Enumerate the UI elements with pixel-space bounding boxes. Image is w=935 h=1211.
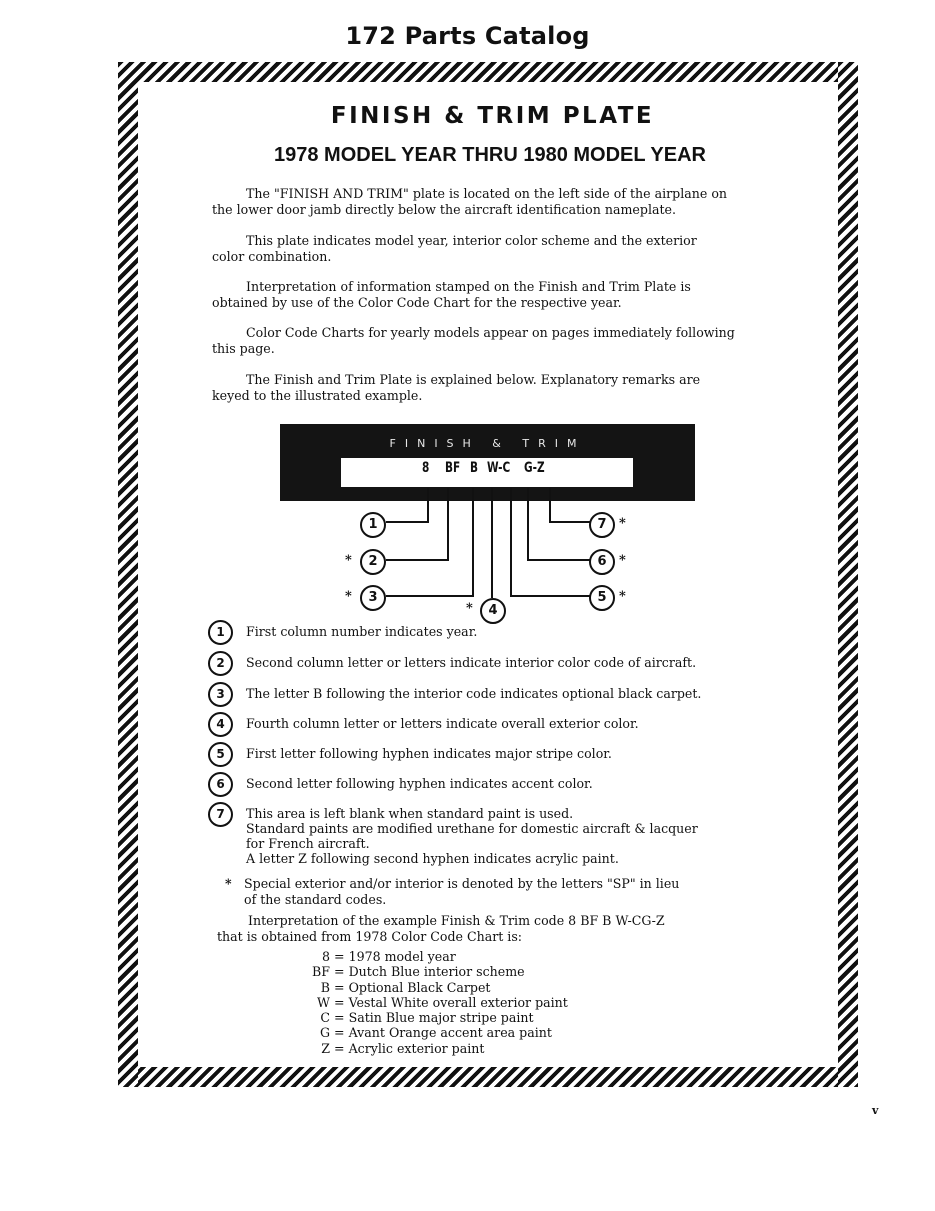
page-header: 172 Parts Catalog [345,22,590,50]
callout-2: 2 [360,549,386,575]
paragraph [212,279,787,310]
plate-code-carpet: B [470,460,479,476]
callout-3: 3 [360,585,386,611]
key-text-line: A letter Z following second hyphen indicates acrylic paint. [246,851,619,866]
key-text: The letter B following the interior code indicates optional black carpet. [246,686,702,701]
plate-code-accent-acrylic: G-Z [524,460,545,476]
hatched-border-bottom [118,1067,858,1087]
key-number: 3 [208,682,233,707]
key-number: 7 [208,802,233,827]
special-asterisk: * [345,553,352,568]
footnote [225,876,764,907]
interpretation-entry: 8 = 1978 model year [321,949,456,964]
interpretation-entry: C = Satin Blue major stripe paint [320,1010,534,1026]
paragraph-line: This plate indicates model year, interior color scheme and the exterior [246,233,697,248]
footnote-line: Special exterior and/or interior is denoted by the letters "SP" in lieu [244,876,680,891]
key-text [246,806,698,866]
special-asterisk: * [619,516,626,531]
paragraph [212,233,787,264]
key-text: Fourth column letter or letters indicate overall exterior color. [246,716,639,731]
paragraph-line: color combination. [212,248,332,264]
special-asterisk: * [619,589,626,604]
interpretation-entry: B = Optional Black Carpet [320,979,491,995]
plate-code-exterior-stripe: W-C [487,460,511,476]
callout-5: 5 [589,585,615,611]
footnote-asterisk: * [225,876,232,891]
key-text: Second letter following hyphen indicates accent color. [246,776,593,791]
paragraph-line: keyed to the illustrated example. [212,387,423,403]
hatched-border-top [118,62,858,82]
page-number: v [872,1104,879,1117]
section-subtitle: 1978 MODEL YEAR THRU 1980 MODEL YEAR [274,144,706,166]
paragraph-line: obtained by use of the Color Code Chart for the respective year. [212,294,622,310]
interpretation-line: that is obtained from 1978 Color Code Chart is: [217,928,523,944]
key-number: 2 [208,651,233,676]
paragraph-line: The Finish and Trim Plate is explained below. Explanatory remarks are [246,372,701,387]
special-asterisk: * [466,601,473,616]
interpretation-list [296,949,568,1056]
interpretation-entry: G = Avant Orange accent area paint [319,1025,552,1041]
section-title: FINISH & TRIM PLATE [330,103,655,129]
callout-4: 4 [480,598,506,624]
plate-code-interior: BF [445,460,461,476]
special-asterisk: * [619,553,626,568]
paragraph-line: the lower door jamb directly below the aircraft identification nameplate. [212,201,677,217]
paragraph [212,325,787,356]
key-text: Second column letter or letters indicate interior color code of aircraft. [246,655,697,670]
key-number: 5 [208,742,233,767]
special-asterisk: * [345,589,352,604]
paragraph [212,186,787,217]
paragraph-line: Interpretation of information stamped on the Finish and Trim Plate is [246,279,691,294]
key-text: First column number indicates year. [246,624,478,639]
paragraph-line: Color Code Charts for yearly models appear on pages immediately following [246,325,735,340]
key-text-line: for French aircraft. [246,836,370,851]
callout-1: 1 [360,512,386,538]
key-number: 4 [208,712,233,737]
key-text: First letter following hyphen indicates major stripe color. [246,746,612,761]
paragraph-line: this page. [212,340,275,356]
paragraph [212,372,787,403]
interpretation-entry: W = Vestal White overall exterior paint [317,994,568,1010]
plate-code-year: 8 [422,460,430,476]
hatched-border-left [118,62,138,1087]
key-number: 1 [208,620,233,645]
callout-6: 6 [589,549,615,575]
key-text-line: This area is left blank when standard paint is used. [246,806,574,821]
interpretation-line: Interpretation of the example Finish & Trim code 8 BF B W-CG-Z [248,913,665,928]
hatched-border-right [838,62,858,1087]
key-number: 6 [208,772,233,797]
interpretation-intro [217,913,757,944]
footnote-line: of the standard codes. [244,891,387,907]
callout-7: 7 [589,512,615,538]
interpretation-entry: Z = Acrylic exterior paint [321,1040,485,1056]
plate-label: FINISH & TRIM [389,437,586,450]
paragraph-line: The "FINISH AND TRIM" plate is located on the left side of the airplane on [246,186,728,201]
interpretation-entry: BF = Dutch Blue interior scheme [312,964,525,980]
key-text-line: Standard paints are modified urethane for domestic aircraft & lacquer [246,821,698,836]
key-item-7 [208,806,768,866]
